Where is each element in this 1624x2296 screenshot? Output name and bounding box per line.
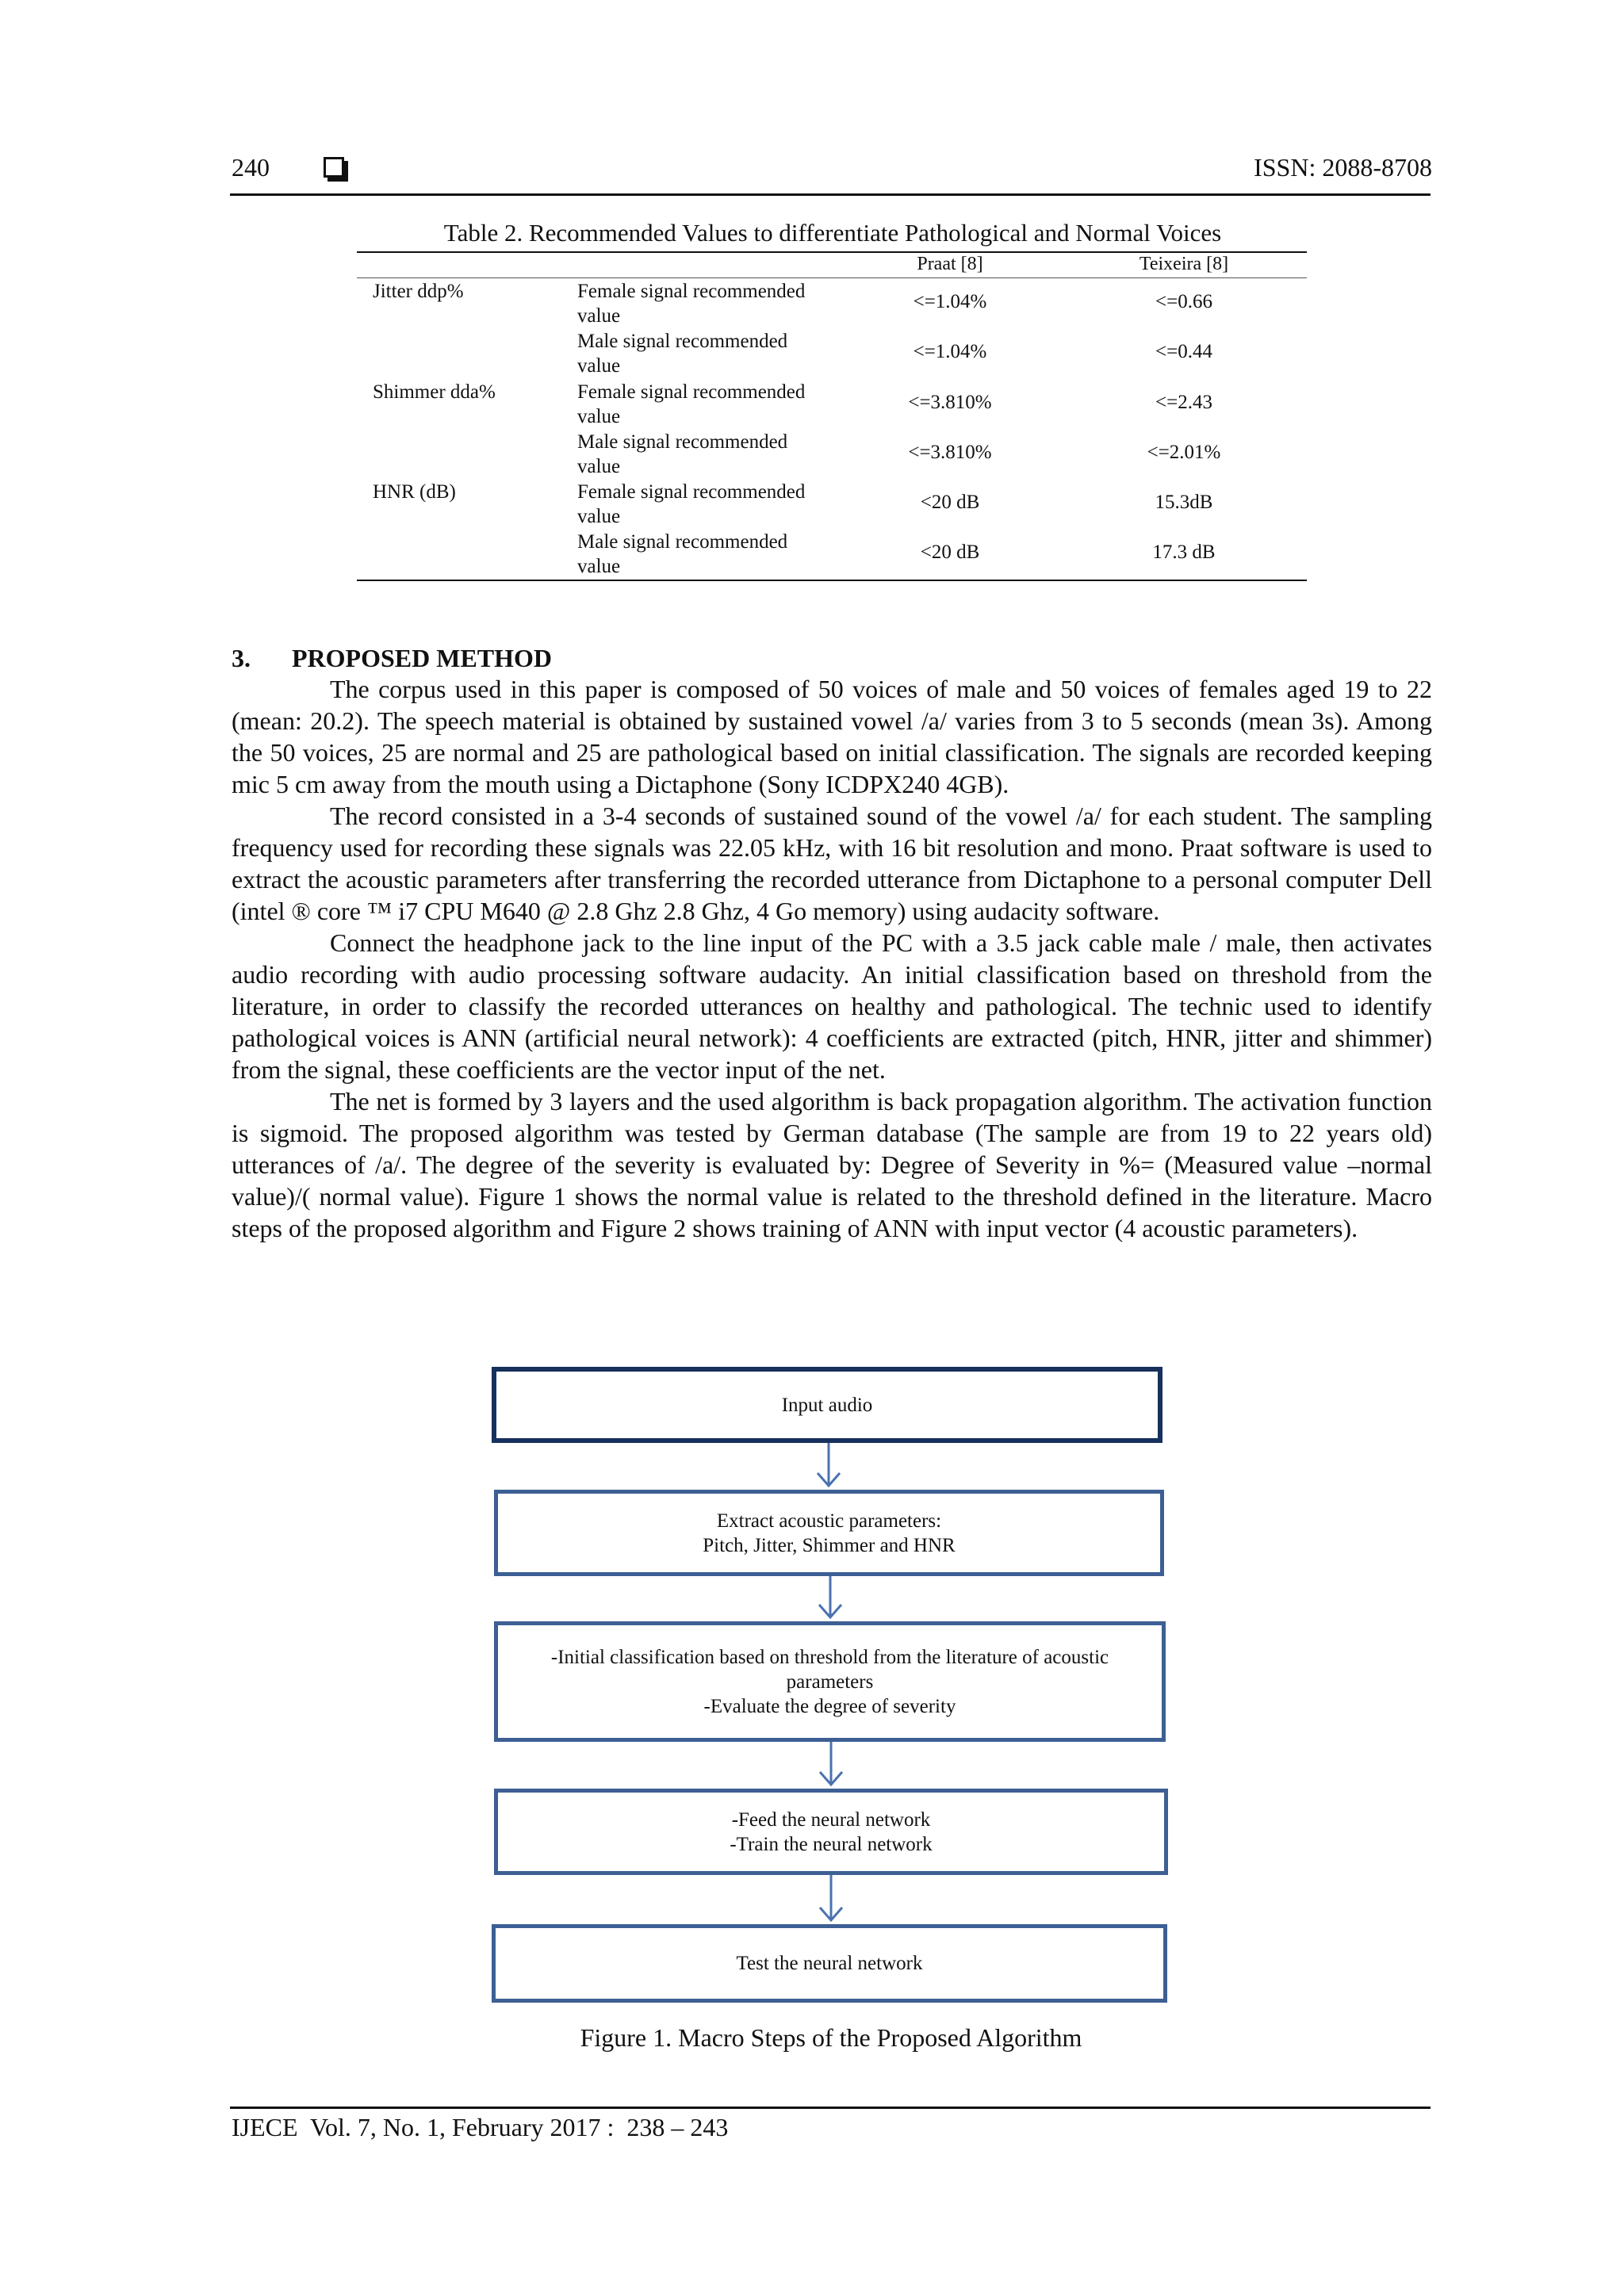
footer-citation: IJECE Vol. 7, No. 1, February 2017 : 238 – 243 [232, 2113, 729, 2141]
table-cell-desc: Female signal recommended value [577, 381, 806, 427]
table-cell-teixeira: <=2.43 [1155, 392, 1212, 413]
table-cell-param: Jitter ddp% [373, 281, 464, 302]
arrow-down-icon [820, 1875, 842, 1920]
table-caption: Table 2. Recommended Values to differentiate Pathological and Normal Voices [443, 219, 1222, 247]
table-cell-param: HNR (dB) [373, 481, 456, 503]
figure-caption: Figure 1. Macro Steps of the Proposed Algorithm [580, 2023, 1082, 2052]
paragraph: The corpus used in this paper is composed of 50 voices of male and 50 voices of females aged 19 to 22 (mean: 20.2). The speech material is obtained by sustained vowel /a/ varies from 3 to 5 seconds (mean 3s). Among the 50 voices, 25 are normal and 25 are pathological based on initial classification. The signals are recorded keeping mic 5 cm away from the mouth using a Dictaphone (Sony ICDPX240 4GB). [232, 675, 1432, 798]
table-cell-param: Shimmer dda% [373, 381, 496, 403]
paragraph: Connect the headphone jack to the line input of the PC with a 3.5 jack cable male / male, then activates audio recording with audio processing software audacity. An initial classification based on threshold from the literature, in order to classify the recorded utterances on healthy and pathological. The technic used to identify pathological voices is ANN (artificial neural network): 4 coefficients are extracted (pitch, HNR, jitter and shimmer) from the signal, these coefficients are the vector input of the net. [232, 928, 1432, 1084]
arrow-down-icon [820, 1742, 842, 1785]
table-cell-desc: Male signal recommended value [577, 331, 788, 377]
table-cell-teixeira: 15.3dB [1155, 492, 1213, 513]
flow-step-text: Extract acoustic parameters: [716, 1510, 942, 1532]
table-cell-praat: <20 dB [920, 492, 980, 513]
flow-step-text: Test the neural network [736, 1953, 923, 1974]
table-cell-teixeira: <=2.01% [1147, 442, 1221, 463]
table-cell-desc: Female signal recommended value [577, 281, 806, 327]
footer-rule [230, 2107, 1431, 2109]
flow-step-text: -Initial classification based on threshold from the literature of acoustic parameters [550, 1646, 1109, 1693]
table-cell-desc: Female signal recommended value [577, 481, 806, 527]
table-cell-praat: <=3.810% [908, 392, 992, 413]
table-cell-teixeira: <=0.44 [1155, 341, 1212, 362]
flow-step-text: -Evaluate the degree of severity [703, 1695, 956, 1717]
section-title: PROPOSED METHOD [292, 644, 553, 672]
paragraph: The net is formed by 3 layers and the used algorithm is back propagation algorithm. The activation function is sigmoid. The proposed algorithm was tested by German database (The sample are from 19 to 22 years old) utterances of /a/. The degree of the severity is evaluated by: Degree of Severity in %= (Measured value –normal value)/( normal value). Figure 1 shows the normal value is related to the threshold defined in the literature. Macro steps of the proposed algorithm and Figure 2 shows training of ANN with input vector (4 acoustic parameters). [232, 1087, 1432, 1242]
paragraph: The record consisted in a 3-4 seconds of sustained sound of the vowel /a/ for each student. The sampling frequency used for recording these signals was 22.05 kHz, with 16 bit resolution and mono. Praat software is used to extract the acoustic parameters after transferring the recorded utterance from Dictaphone to a personal computer Dell (intel ® core ™ i7 CPU M640 @ 2.8 Ghz 2.8 Ghz, 4 Go memory) using audacity software. [232, 802, 1432, 925]
table-cell-praat: <=1.04% [913, 291, 987, 312]
column-header-praat: Praat [8] [917, 254, 983, 274]
table-cell-desc: Male signal recommended value [577, 531, 788, 577]
flow-step-text: Input audio [781, 1394, 873, 1416]
arrow-down-icon [818, 1443, 840, 1486]
arrow-down-icon [819, 1576, 841, 1617]
flow-step-text: Pitch, Jitter, Shimmer and HNR [703, 1534, 956, 1556]
page-number: 240 [232, 153, 270, 182]
table-cell-teixeira: 17.3 dB [1152, 541, 1216, 563]
table-cell-praat: <=3.810% [908, 442, 992, 463]
table-cell-praat: <=1.04% [913, 341, 987, 362]
issn: ISSN: 2088-8708 [1254, 153, 1432, 182]
section-number: 3. [232, 644, 251, 672]
table-cell-teixeira: <=0.66 [1155, 291, 1212, 312]
flow-step-text: -Feed the neural network [731, 1808, 931, 1831]
flow-step-text: -Train the neural network [730, 1833, 933, 1855]
table-cell-desc: Male signal recommended value [577, 431, 788, 477]
column-header-teixeira: Teixeira [8] [1139, 254, 1229, 274]
table-cell-praat: <20 dB [920, 541, 980, 563]
